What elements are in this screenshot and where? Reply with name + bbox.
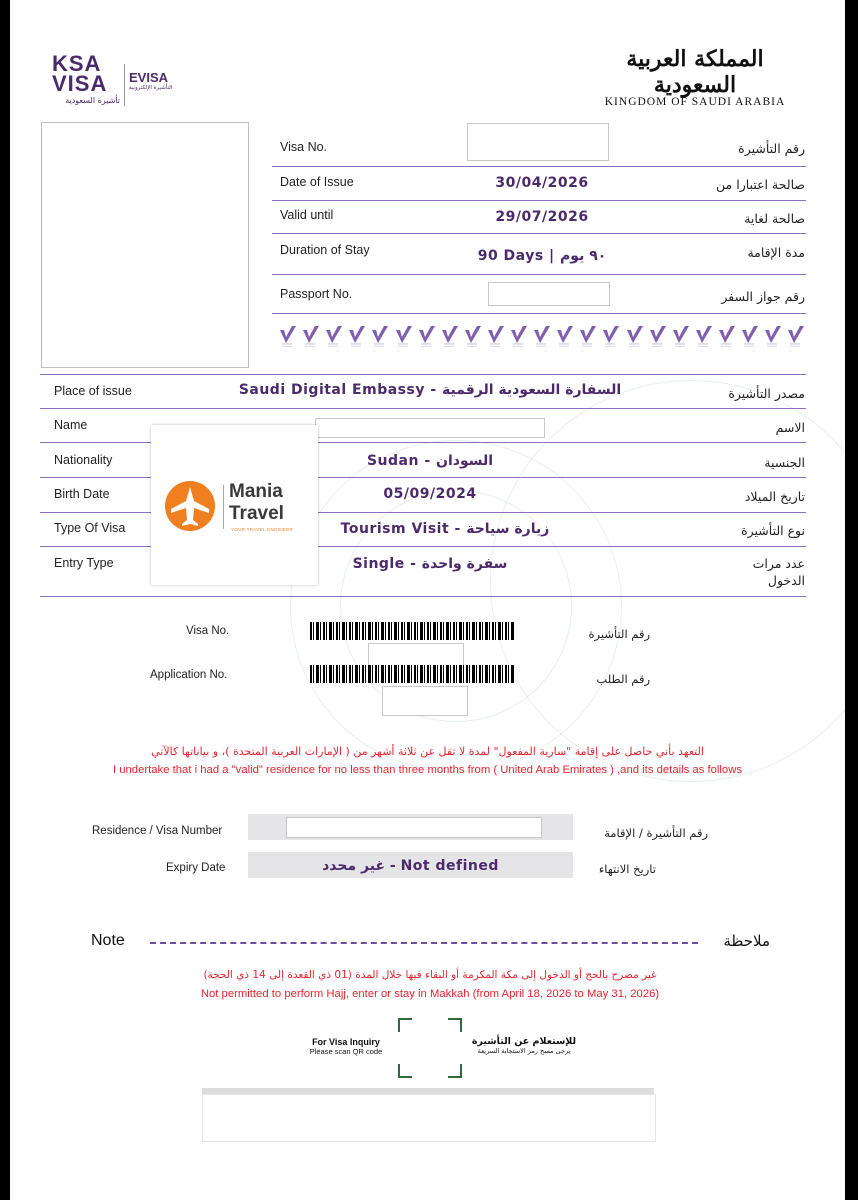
entry-type-value: Single - سفرة واحدة (352, 556, 508, 572)
inquiry-en (296, 1037, 396, 1056)
check-mark-icon (717, 324, 737, 348)
note-label-ar: ملاحظة (723, 932, 770, 950)
check-mark-icon (578, 324, 598, 348)
check-mark-icon (278, 324, 298, 348)
ksa-visa-logo (52, 51, 132, 105)
stamp-divider (223, 485, 224, 529)
entry-type-label-ar-2: الدخول (767, 573, 805, 588)
evisa-logo-arabic: التأشيرة الإلكترونية (129, 85, 173, 91)
barcode-application-redacted (382, 686, 468, 716)
stamp-brand-line2: Travel (229, 503, 284, 524)
barcode-application-label: Application No. (150, 669, 228, 681)
check-mark-icon (370, 324, 390, 348)
qr-corner-tr (448, 1018, 462, 1032)
stamp-tagline: YOUR TRAVEL ENGINEER (231, 527, 293, 532)
note-english: Not permitted to perform Hajj, enter or stay in Makkah (from April 18, 2026 to May 31, 2026) (200, 988, 660, 1000)
rule (272, 313, 806, 314)
rule (272, 274, 806, 275)
kingdom-logo-english: KINGDOM OF SAUDI ARABIA (604, 96, 786, 108)
evisa-logo (129, 70, 189, 91)
place-of-issue-label-ar: مصدر التأشيرة (728, 386, 805, 401)
valid-until-label-ar: صالحة لغاية (744, 211, 805, 226)
undertaking-arabic: التعهد بأني حاصل على إقامة "سارية المفعول" لمدة لا تقل عن ثلاثة أشهر من ( الإمارات العربية المتحدة )، و بياناتها كالآتي (151, 745, 704, 758)
inquiry-en-line2: Please scan QR code (309, 1047, 383, 1056)
name-label: Name (54, 418, 88, 432)
rule (40, 374, 806, 375)
agency-stamp (151, 425, 318, 585)
check-mark-icon (486, 324, 506, 348)
birth-date-label: Birth Date (54, 487, 110, 501)
rule (272, 233, 806, 234)
barcode-visa-redacted (368, 643, 464, 667)
name-label-ar: الاسم (775, 420, 805, 435)
valid-until-value: 29/07/2026 (495, 209, 589, 225)
evisa-logo-text: EVISA (129, 70, 169, 85)
nationality-label: Nationality (54, 453, 113, 467)
check-mark-icon (463, 324, 483, 348)
entry-type-label-ar-1: عدد مرات (752, 556, 805, 571)
check-mark-icon (625, 324, 645, 348)
qr-code-frame[interactable] (398, 1018, 462, 1078)
residence-no-redacted (286, 817, 542, 838)
ksa-logo-line2: VISA (52, 71, 108, 96)
duration-value: 90 Days | ٩٠ يوم (477, 248, 607, 264)
rule (40, 596, 806, 597)
check-mark-icon (763, 324, 783, 348)
stamp-brand-line1: Mania (229, 481, 283, 502)
expiry-date-label: Expiry Date (166, 862, 226, 874)
duration-label-ar: مدة الإقامة (747, 245, 805, 260)
birth-date-value: 05/09/2024 (383, 486, 477, 502)
qr-corner-tl (398, 1018, 412, 1032)
rule (272, 166, 806, 167)
check-mark-icon (347, 324, 367, 348)
barcode-visa-label: Visa No. (186, 625, 230, 637)
ksa-logo-arabic: تأشيرة السعودية (65, 96, 120, 105)
airplane-icon (163, 479, 217, 533)
nationality-label-ar: الجنسية (764, 455, 805, 470)
rule (272, 200, 806, 201)
duration-label: Duration of Stay (280, 243, 370, 257)
nationality-value: Sudan - السودان (366, 453, 494, 469)
note-dotted-line (150, 942, 698, 948)
check-mark-icon (324, 324, 344, 348)
note-arabic: غير مصرح بالحج أو الدخول إلى مكة المكرمة أو البقاء فيها خلال المدة (01 ذي القعدة إلى 14 ذي الحجة) (203, 969, 657, 981)
passport-no-redacted (488, 282, 610, 306)
application-barcode (310, 665, 515, 683)
residence-no-label: Residence / Visa Number (92, 825, 223, 837)
visa-no-label: Visa No. (280, 140, 328, 154)
type-of-visa-label: Type Of Visa (54, 521, 126, 535)
inquiry-en-line1: For Visa Inquiry (312, 1037, 380, 1047)
check-mark-icon (555, 324, 575, 348)
date-of-issue-label: Date of Issue (280, 175, 354, 189)
place-of-issue-label: Place of issue (54, 384, 132, 398)
barcode-visa-label-ar: رقم التأشيرة (588, 627, 650, 641)
ksa-logo-line1: KSA (52, 51, 102, 76)
barcode-application-label-ar: رقم الطلب (596, 672, 650, 686)
logo-divider (124, 64, 125, 106)
bottom-redacted (202, 1094, 656, 1142)
check-mark-icon (394, 324, 414, 348)
passport-no-label-ar: رقم جواز السفر (721, 289, 805, 304)
passport-no-label: Passport No. (280, 287, 353, 301)
expiry-date-label-ar: تاريخ الانتهاء (598, 862, 656, 876)
check-mark-icon (694, 324, 714, 348)
visa-no-label-ar: رقم التأشيرة (738, 141, 805, 156)
undertaking-english: I undertake that i had a "valid" residence for no less than three months from ( United Arab Emirates ) ,and its details as follows (112, 764, 743, 776)
check-mark-icon (648, 324, 668, 348)
check-mark-icon (786, 324, 806, 348)
check-mark-icon (671, 324, 691, 348)
note-label: Note (91, 932, 125, 949)
check-mark-icon (417, 324, 437, 348)
type-of-visa-label-ar: نوع التأشيرة (741, 523, 805, 538)
rule (40, 408, 806, 409)
check-mark-icon (301, 324, 321, 348)
expiry-date-value: غير محدد - Not defined (322, 858, 499, 874)
place-of-issue-value: Saudi Digital Embassy - السفارة السعودية الرقمية (238, 382, 622, 398)
check-mark-icon (740, 324, 760, 348)
type-of-visa-value: Tourism Visit - زيارة سياحة (340, 521, 550, 537)
kingdom-logo-arabic: المملكة العربية السعودية (626, 46, 764, 98)
birth-date-label-ar: تاريخ الميلاد (744, 489, 805, 504)
valid-until-label: Valid until (280, 208, 334, 222)
date-of-issue-value: 30/04/2026 (495, 175, 589, 191)
name-redacted (315, 418, 545, 438)
entry-type-label: Entry Type (54, 556, 114, 570)
visa-no-redacted (467, 123, 609, 161)
visa-barcode (310, 622, 515, 640)
inquiry-ar-line2: يرجى مسح رمز الاستجابة السريعة (477, 1047, 571, 1055)
check-mark-icon (440, 324, 460, 348)
visa-document (10, 0, 845, 1200)
check-mark-icon (532, 324, 552, 348)
residence-no-label-ar: رقم التأشيرة / الإقامة (604, 826, 708, 840)
inquiry-ar (464, 1036, 584, 1055)
inquiry-ar-line1: للإستعلام عن التأشيرة (471, 1036, 577, 1047)
applicant-photo (41, 122, 249, 368)
qr-corner-bl (398, 1064, 412, 1078)
check-mark-icon (601, 324, 621, 348)
check-mark-icon (509, 324, 529, 348)
date-of-issue-label-ar: صالحة اعتبارا من (716, 177, 805, 192)
qr-corner-br (448, 1064, 462, 1078)
